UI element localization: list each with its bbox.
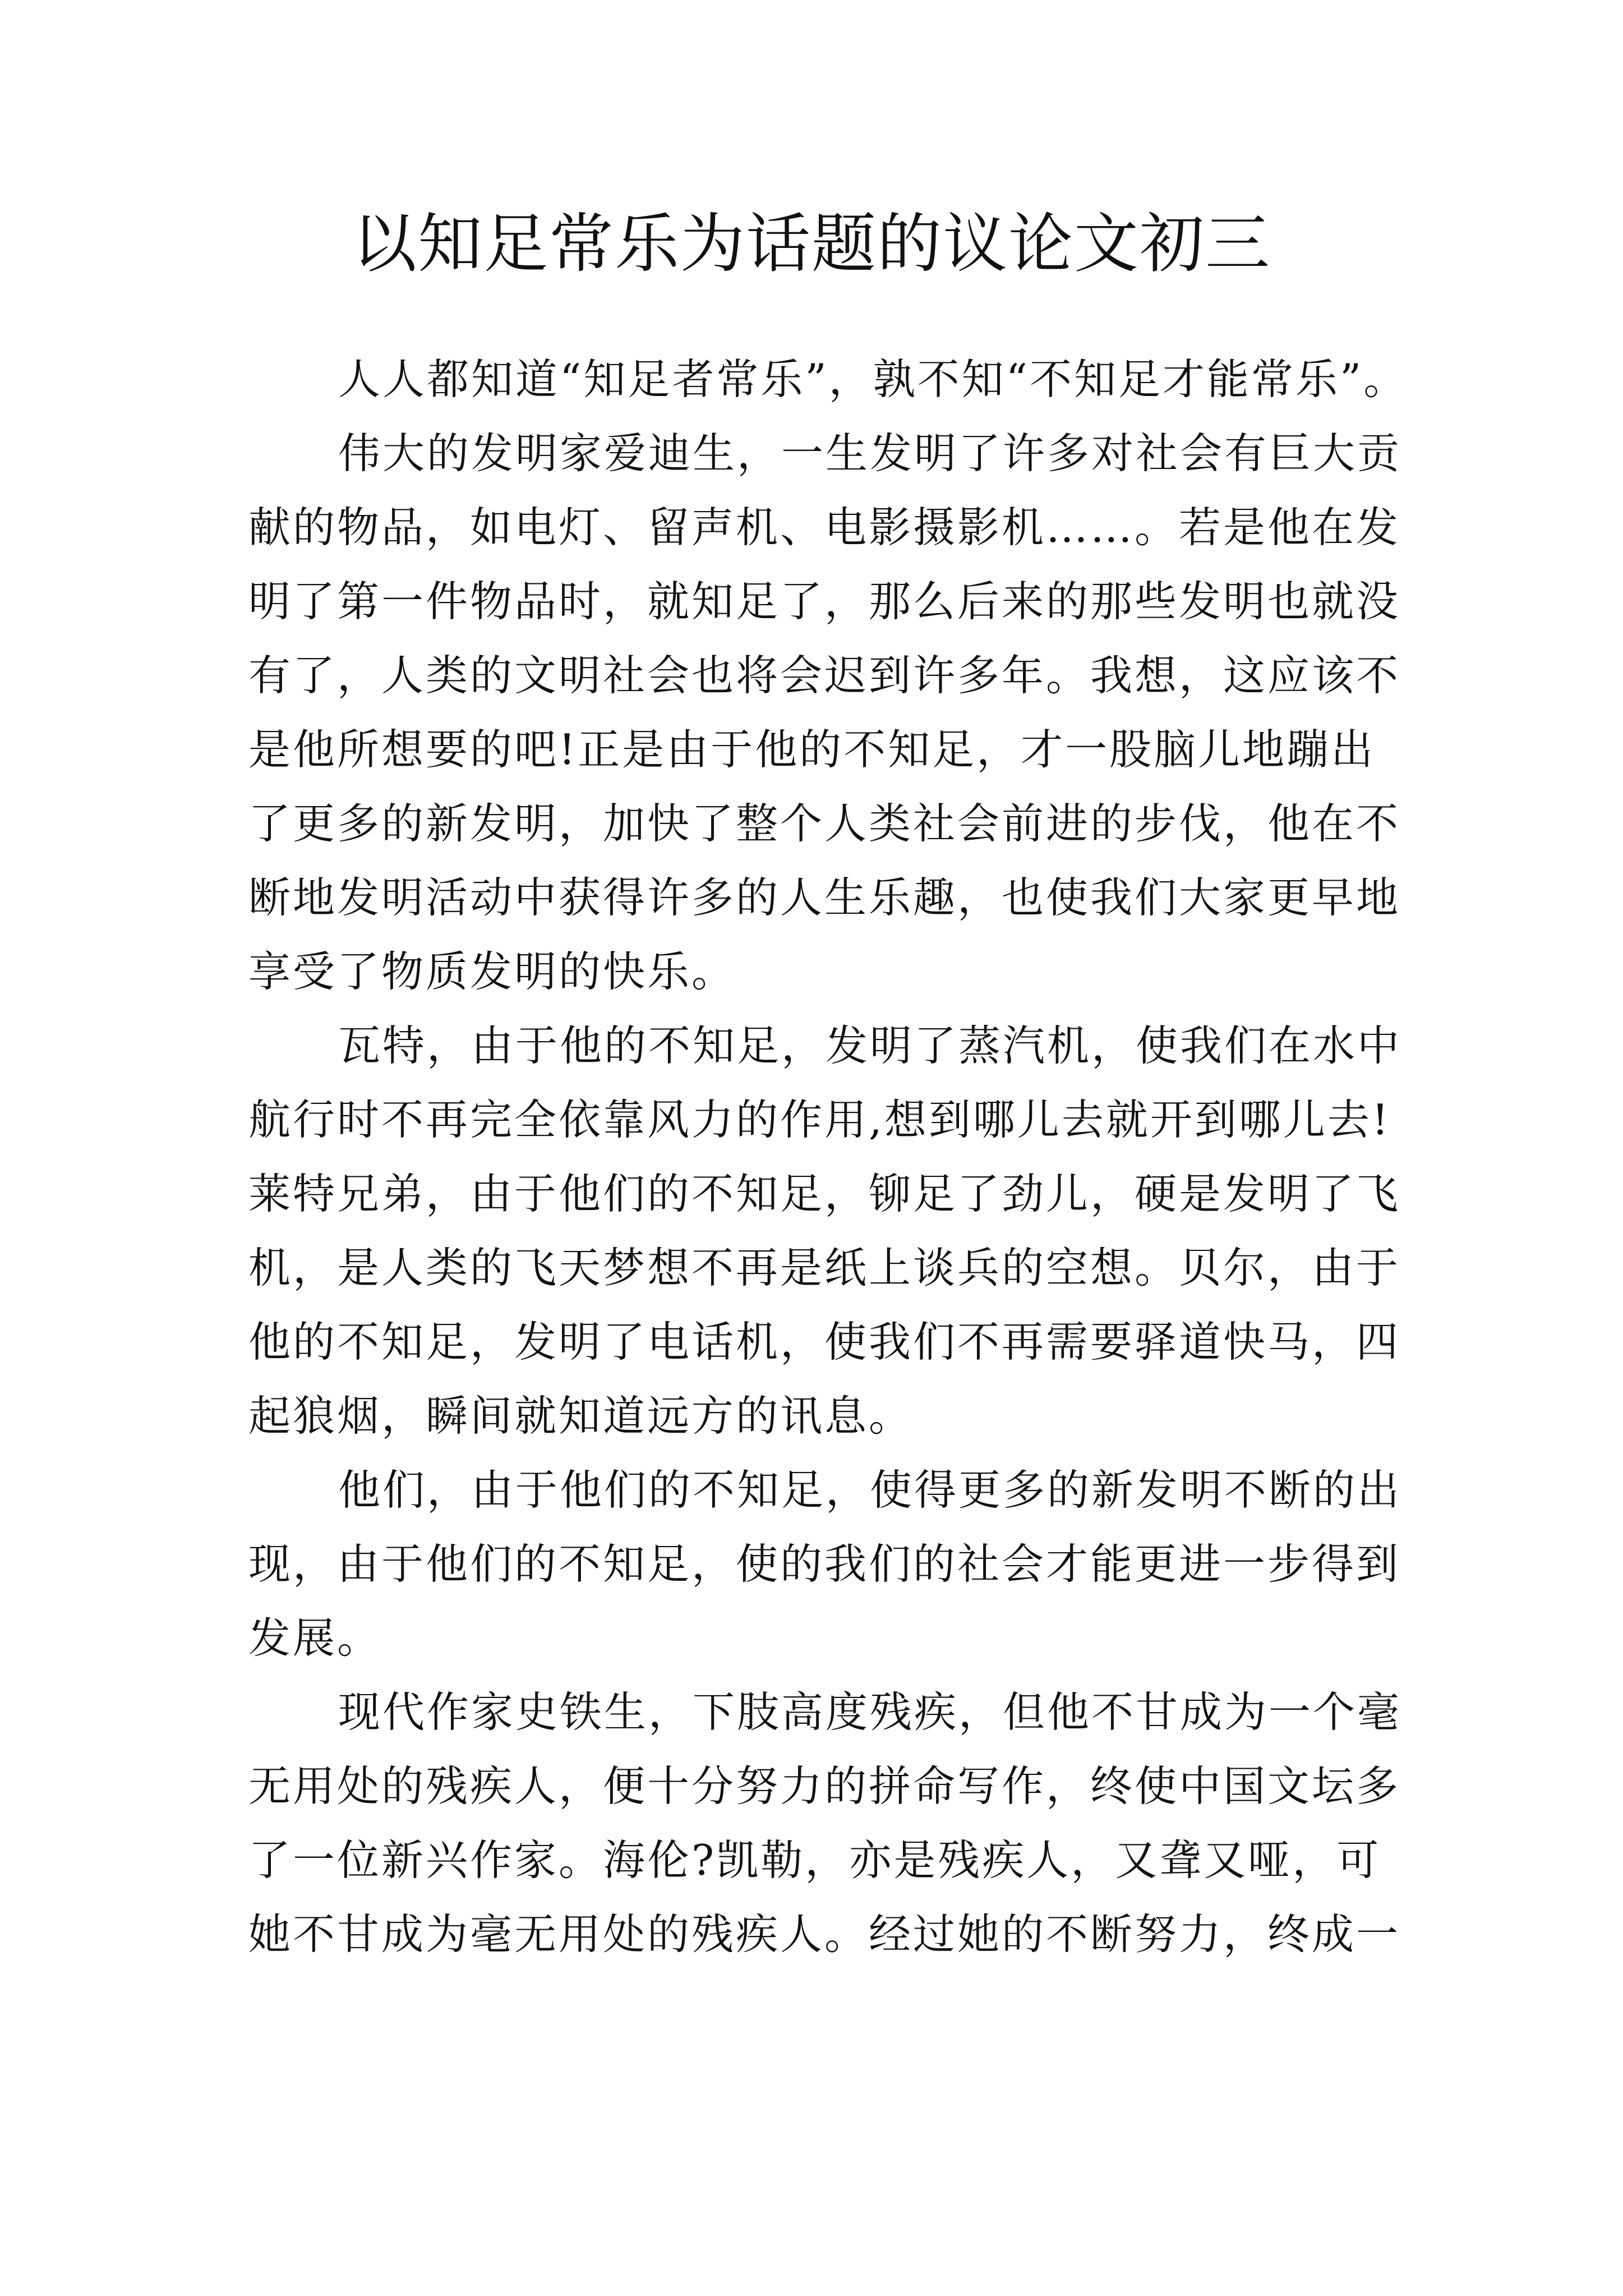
paragraph-first-line: 他们，由于他们的不知足，使得更多的新发明不断的出: [338, 1465, 1402, 1515]
paragraph-line: 是他所想要的吧!正是由于他的不知足，才一股脑儿地蹦出: [248, 725, 1376, 774]
paragraph-line: 发展。: [248, 1613, 382, 1663]
paragraph-line: 莱特兄弟，由于他们的不知足，铆足了劲儿，硬是发明了飞: [248, 1169, 1401, 1218]
paragraph-first-line: 人人都知道“知足者常乐”，孰不知“不知足才能常乐”。: [338, 355, 1408, 404]
paragraph-line: 了更多的新发明，加快了整个人类社会前进的步伐，他在不: [248, 799, 1401, 848]
paragraph-line: 有了，人类的文明社会也将会迟到许多年。我想，这应该不: [248, 651, 1401, 700]
paragraph-line: 明了第一件物品时，就知足了，那么后来的那些发明也就没: [248, 577, 1401, 626]
document-title: 以知足常乐为话题的议论文初三: [352, 206, 1271, 282]
paragraph-line: 起狼烟，瞬间就知道远方的讯息。: [248, 1391, 914, 1441]
paragraph-line: 现，由于他们的不知足，使的我们的社会才能更进一步得到: [248, 1539, 1401, 1589]
paragraph-line: 她不甘成为毫无用处的残疾人。经过她的不断努力，终成一: [248, 1910, 1401, 1959]
paragraph-line: 断地发明活动中获得许多的人生乐趣，也使我们大家更早地: [248, 873, 1401, 922]
paragraph-first-line: 现代作家史铁生，下肢高度残疾，但他不甘成为一个毫: [338, 1687, 1402, 1737]
paragraph-line: 享受了物质发明的快乐。: [248, 947, 736, 996]
paragraph-line: 献的物品，如电灯、留声机、电影摄影机……。若是他在发: [248, 503, 1401, 552]
paragraph-line: 无用处的残疾人，便十分努力的拼命写作，终使中国文坛多: [248, 1761, 1401, 1811]
paragraph-first-line: 伟大的发明家爱迪生，一生发明了许多对社会有巨大贡: [338, 429, 1402, 478]
paragraph-first-line: 瓦特，由于他的不知足，发明了蒸汽机，使我们在水中: [338, 1021, 1402, 1070]
paragraph-line: 机，是人类的飞天梦想不再是纸上谈兵的空想。贝尔，由于: [248, 1243, 1401, 1292]
document-body: [248, 342, 1426, 1971]
paragraph-line: 了一位新兴作家。海伦?凯勒，亦是残疾人，又聋又哑，可: [248, 1835, 1381, 1885]
paragraph-line: 航行时不再完全依靠风力的作用,想到哪儿去就开到哪儿去!: [248, 1095, 1391, 1144]
paragraph-line: 他的不知足，发明了电话机，使我们不再需要驿道快马，四: [248, 1317, 1401, 1366]
